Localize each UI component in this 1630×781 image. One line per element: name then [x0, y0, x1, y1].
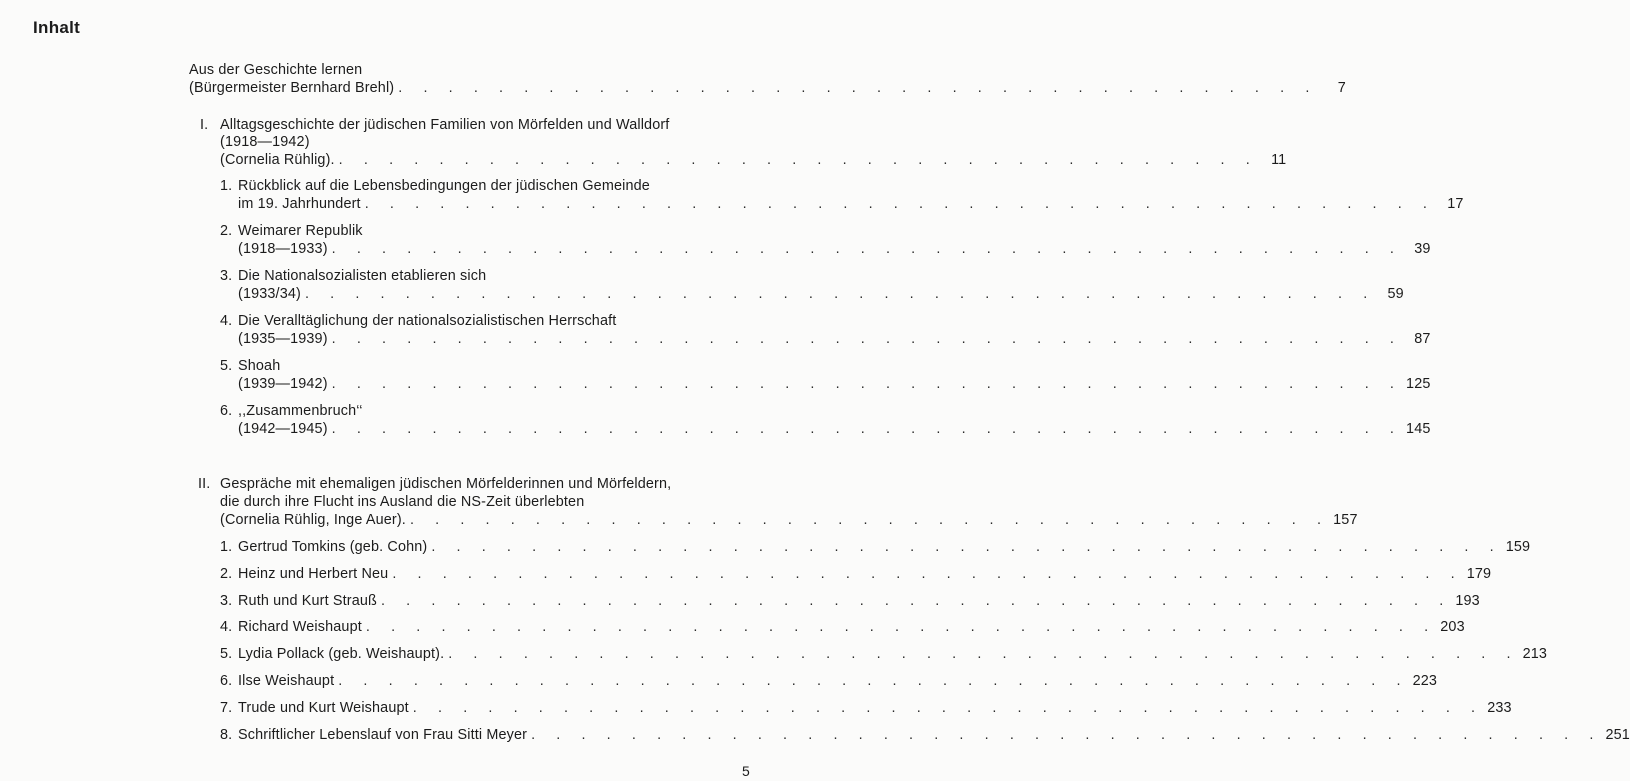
entry-leader-line	[238, 645, 1548, 664]
page-number: 145	[1406, 421, 1431, 437]
chapter-number: 4.	[220, 313, 233, 329]
page-folio: 5	[742, 763, 750, 779]
dot-leader: . . . . . . . . . . . . . . . . . . . . . . . . . . . . . . . . . . . . . . . . . . .	[331, 376, 1403, 392]
chapter-subtitle: (1942—1945)	[238, 421, 328, 437]
chapter-title: Rückblick auf die Lebensbedingungen der jüdischen Gemeinde	[238, 178, 650, 194]
entry-leader-line	[238, 240, 1431, 259]
part-title-line-1: Alltagsgeschichte der jüdischen Familien von Mörfelden und Walldorf	[220, 117, 670, 133]
chapter-subtitle: (1933/34)	[238, 286, 301, 302]
chapter-number: 6.	[220, 673, 233, 689]
chapter-number: 3.	[220, 268, 233, 284]
page-title: Inhalt	[33, 18, 81, 37]
page-number: 233	[1487, 699, 1512, 716]
page-number: 223	[1412, 673, 1438, 689]
chapter-title: Richard Weishaupt	[238, 619, 362, 636]
part-number: I.	[200, 117, 209, 133]
page-number: 193	[1455, 592, 1480, 609]
chapter-number: 6.	[220, 403, 233, 419]
entry-author: (Bürgermeister Bernhard Brehl)	[189, 80, 395, 96]
part-title-line-2: die durch ihre Flucht ins Ausland die NS-Zeit überlebten	[220, 494, 585, 510]
page-number: 17	[1447, 196, 1464, 212]
page-number: 11	[1271, 152, 1287, 168]
chapter-title: Trude und Kurt Weishaupt	[238, 699, 409, 716]
dot-leader: . . . . . . . . . . . . . . . . . . . . . . . . . . . . . . . . . . . . . . . . . . .	[380, 592, 1452, 609]
chapter-number: 1.	[220, 539, 233, 555]
dot-leader: . . . . . . . . . . . . . . . . . . . . . . . . . . . . . . . . . . . . .	[409, 512, 1330, 528]
entry-author: (Cornelia Rühlig).	[220, 152, 335, 168]
entry-leader-line	[238, 538, 1531, 557]
entry-title: Aus der Geschichte lernen	[189, 62, 363, 78]
chapter-title: Gertrud Tomkins (geb. Cohn)	[238, 539, 428, 555]
page-number: 213	[1522, 646, 1548, 663]
chapter-number: 5.	[220, 358, 233, 374]
part-title-line-2: (1918—1942)	[220, 134, 310, 150]
chapter-title: Heinz und Herbert Neu	[238, 565, 389, 582]
entry-author: (Cornelia Rühlig, Inge Auer).	[220, 512, 406, 528]
dot-leader: . . . . . . . . . . . . . . . . . . . . . . . . . . . . . . . . . . . . . . . . . . .	[364, 196, 1436, 212]
dot-leader: . . . . . . . . . . . . . . . . . . . . . . . . . . . . . . . . . . . . . . . . . . .	[338, 673, 1410, 689]
chapter-number: 2.	[220, 223, 233, 239]
entry-leader-line	[238, 375, 1431, 394]
entry-leader-line	[238, 592, 1480, 611]
chapter-title: Schriftlicher Lebenslauf von Frau Sitti Meyer	[238, 726, 528, 743]
page-number: 157	[1333, 512, 1358, 528]
chapter-subtitle: im 19. Jahrhundert	[238, 196, 361, 212]
chapter-number: 8.	[220, 726, 233, 743]
chapter-title: Ilse Weishaupt	[238, 673, 335, 689]
chapter-title: Die Nationalsozialisten etablieren sich	[238, 268, 487, 284]
dot-leader: . . . . . . . . . . . . . . . . . . . . . . . . . . . . . . . . . . . . . . . . . . .	[331, 331, 1403, 347]
part-number: II.	[198, 476, 211, 492]
dot-leader: . . . . . . . . . . . . . . . . . . . . . . . . . . . . . . . . . . . . . . . . . . .	[331, 421, 1403, 437]
dot-leader: . . . . . . . . . . . . . . . . . . . . . . . . . . . . . . . . . . . . . . . . . . .	[448, 646, 1520, 663]
chapter-title: Shoah	[238, 358, 281, 374]
dot-leader: . . . . . . . . . . . . . . . . . . . . . . . . . . . . . . . . . . . . .	[398, 80, 1318, 96]
entry-leader-line	[238, 672, 1438, 691]
page-number: 7	[1337, 80, 1346, 96]
chapter-title: Ruth und Kurt Strauß	[238, 592, 377, 609]
dot-leader: . . . . . . . . . . . . . . . . . . . . . . . . . . . . . . . . . . . . .	[338, 152, 1259, 168]
entry-leader-line	[238, 699, 1512, 718]
page-number: 203	[1440, 619, 1465, 636]
chapter-number: 5.	[220, 646, 233, 663]
entry-leader-line	[220, 151, 1287, 170]
page-number: 125	[1406, 376, 1431, 392]
dot-leader: . . . . . . . . . . . . . . . . . . . . . . . . . . . . . . . . . . . . . . . . . . .	[531, 726, 1602, 743]
page-number: 87	[1414, 331, 1431, 347]
chapter-number: 3.	[220, 592, 233, 609]
dot-leader: . . . . . . . . . . . . . . . . . . . . . . . . . . . . . . . . . . . . . . . . . . .	[412, 699, 1484, 716]
entry-leader-line	[220, 511, 1358, 530]
entry-leader-line	[238, 618, 1465, 637]
chapter-title: Lydia Pollack (geb. Weishaupt).	[238, 646, 445, 663]
chapter-subtitle: (1935—1939)	[238, 331, 328, 347]
chapter-number: 2.	[220, 565, 233, 582]
page-number: 179	[1466, 565, 1492, 582]
part-title-line-1: Gespräche mit ehemaligen jüdischen Mörfelderinnen und Mörfeldern,	[220, 476, 672, 492]
chapter-subtitle: (1939—1942)	[238, 376, 328, 392]
dot-leader: . . . . . . . . . . . . . . . . . . . . . . . . . . . . . . . . . . . . . . . . . . .	[392, 565, 1464, 582]
page-number: 39	[1414, 241, 1431, 257]
chapter-title: ,,Zusammenbruch‘‘	[238, 403, 363, 419]
entry-leader-line	[238, 330, 1431, 349]
dot-leader: . . . . . . . . . . . . . . . . . . . . . . . . . . . . . . . . . . . . . . . . . . .	[431, 539, 1503, 555]
dot-leader: . . . . . . . . . . . . . . . . . . . . . . . . . . . . . . . . . . . . . . . . . . .	[304, 286, 1376, 302]
entry-leader-line	[189, 79, 1346, 98]
dot-leader: . . . . . . . . . . . . . . . . . . . . . . . . . . . . . . . . . . . . . . . . . . .	[331, 241, 1403, 257]
entry-leader-line	[238, 726, 1630, 745]
chapter-number: 7.	[220, 699, 233, 716]
chapter-title: Die Veralltäglichung der nationalsozialistischen Herrschaft	[238, 313, 617, 329]
chapter-subtitle: (1918—1933)	[238, 241, 328, 257]
dot-leader: . . . . . . . . . . . . . . . . . . . . . . . . . . . . . . . . . . . . . . . . . . .	[365, 619, 1437, 636]
entry-leader-line	[238, 565, 1492, 584]
page-number: 59	[1387, 286, 1404, 302]
entry-leader-line	[238, 420, 1431, 439]
page-number: 159	[1505, 539, 1531, 555]
chapter-title: Weimarer Republik	[238, 223, 363, 239]
entry-leader-line	[238, 285, 1404, 304]
entry-leader-line	[238, 195, 1464, 214]
page-number: 251	[1605, 726, 1630, 743]
chapter-number: 1.	[220, 178, 233, 194]
chapter-number: 4.	[220, 619, 233, 636]
